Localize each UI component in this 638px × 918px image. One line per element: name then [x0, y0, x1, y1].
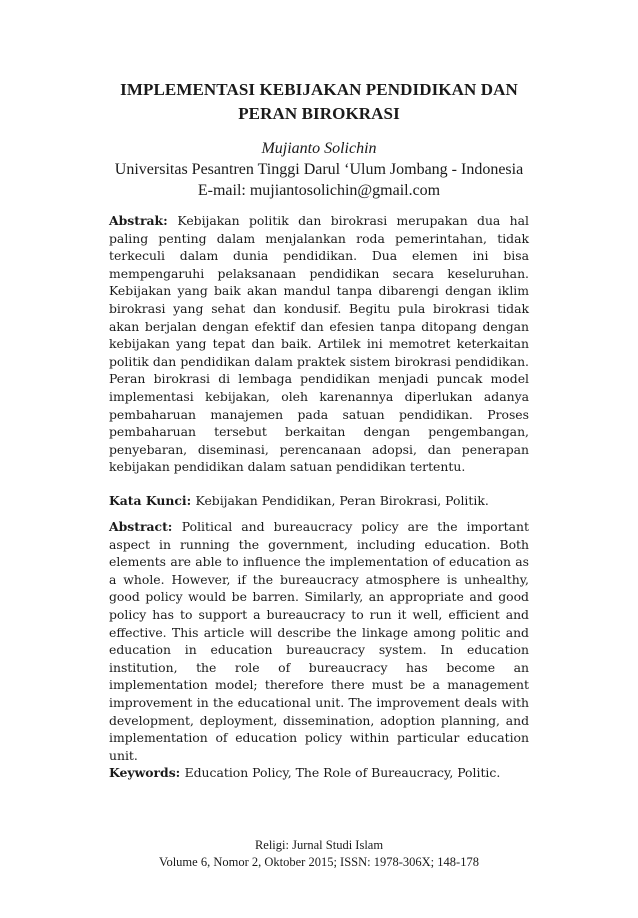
footer-journal: Religi: Jurnal Studi Islam [254, 838, 384, 852]
keywords-label: Keywords: [109, 765, 185, 780]
footer-volume: Volume 6, Nomor 2, Oktober 2015; ISSN: 1978-306X; 148-178 [159, 855, 479, 869]
abstract-text: Political and bureaucracy policy are the important aspect in running the government, including education. Both elements are able to influence the implementation of education as a whole. However, if the bureaucracy atmosphere is unhealthy, good policy would be barren. Similarly, an appropriate and good policy has to support a bureaucracy to run it well, efficient and effective. This article will describe the linkage among politic and education in education bureaucracy system. In education institution, the role of bureaucracy has become an implementation model; therefore there must be a management improvement in the educational unit. The improvement deals with development, deployment, dissemination, adoption planning, and implementation of education policy within particular education unit. [109, 519, 529, 763]
paper-title [60, 78, 578, 126]
abstract-paragraph [109, 518, 529, 764]
author-email: E-mail: mujiantosolichin@gmail.com [197, 182, 441, 199]
author-affiliation: Universitas Pesantren Tinggi Darul ‘Ulum Jombang - Indonesia [114, 161, 524, 178]
keywords-text: Education Policy, The Role of Bureaucracy, Politic. [184, 765, 501, 780]
kata-kunci-label: Kata Kunci: [109, 493, 196, 508]
page-footer [40, 837, 598, 871]
abstrak-paragraph [109, 212, 529, 476]
kata-kunci-paragraph [109, 492, 529, 510]
author-name: Mujianto Solichin [261, 140, 377, 157]
abstract-label: Abstract: [109, 519, 182, 534]
author-block [40, 138, 598, 201]
paper-title-line-1: IMPLEMENTASI KEBIJAKAN PENDIDIKAN DAN [120, 80, 518, 99]
keywords-paragraph [109, 764, 529, 782]
paper-title-line-2: PERAN BIROKRASI [238, 104, 400, 123]
abstrak-label: Abstrak: [109, 213, 178, 228]
kata-kunci-text: Kebijakan Pendidikan, Peran Birokrasi, Politik. [195, 493, 489, 508]
abstrak-text: Kebijakan politik dan birokrasi merupakan dua hal paling penting dalam menjalankan roda pemerintahan, tidak terkeculi dalam dunia pendidikan. Dua elemen ini bisa mempengaruhi pelaksanaan pendidikan secara keseluruhan. Kebijakan yang baik akan mandul tanpa dibarengi dengan iklim birokrasi yang sehat dan kondusif. Begitu pula birokrasi tidak akan berjalan dengan efektif dan efesien tanpa ditopang dengan kebijakan yang tepat dan baik. Artilek ini memotret keterkaitan politik dan pendidikan dalam praktek sistem birokrasi pendidikan. Peran birokrasi di lembaga pendidikan menjadi puncak model implementasi kebijakan, oleh karenannya diperlukan adanya pembaharuan manajemen pada satuan pendidikan. Proses pembaharuan tersebut berkaitan dengan pengembangan, penyebaran, diseminasi, perencanaan adopsi, dan penerapan kebijakan pendidikan dalam satuan pendidikan tertentu. [109, 213, 529, 475]
